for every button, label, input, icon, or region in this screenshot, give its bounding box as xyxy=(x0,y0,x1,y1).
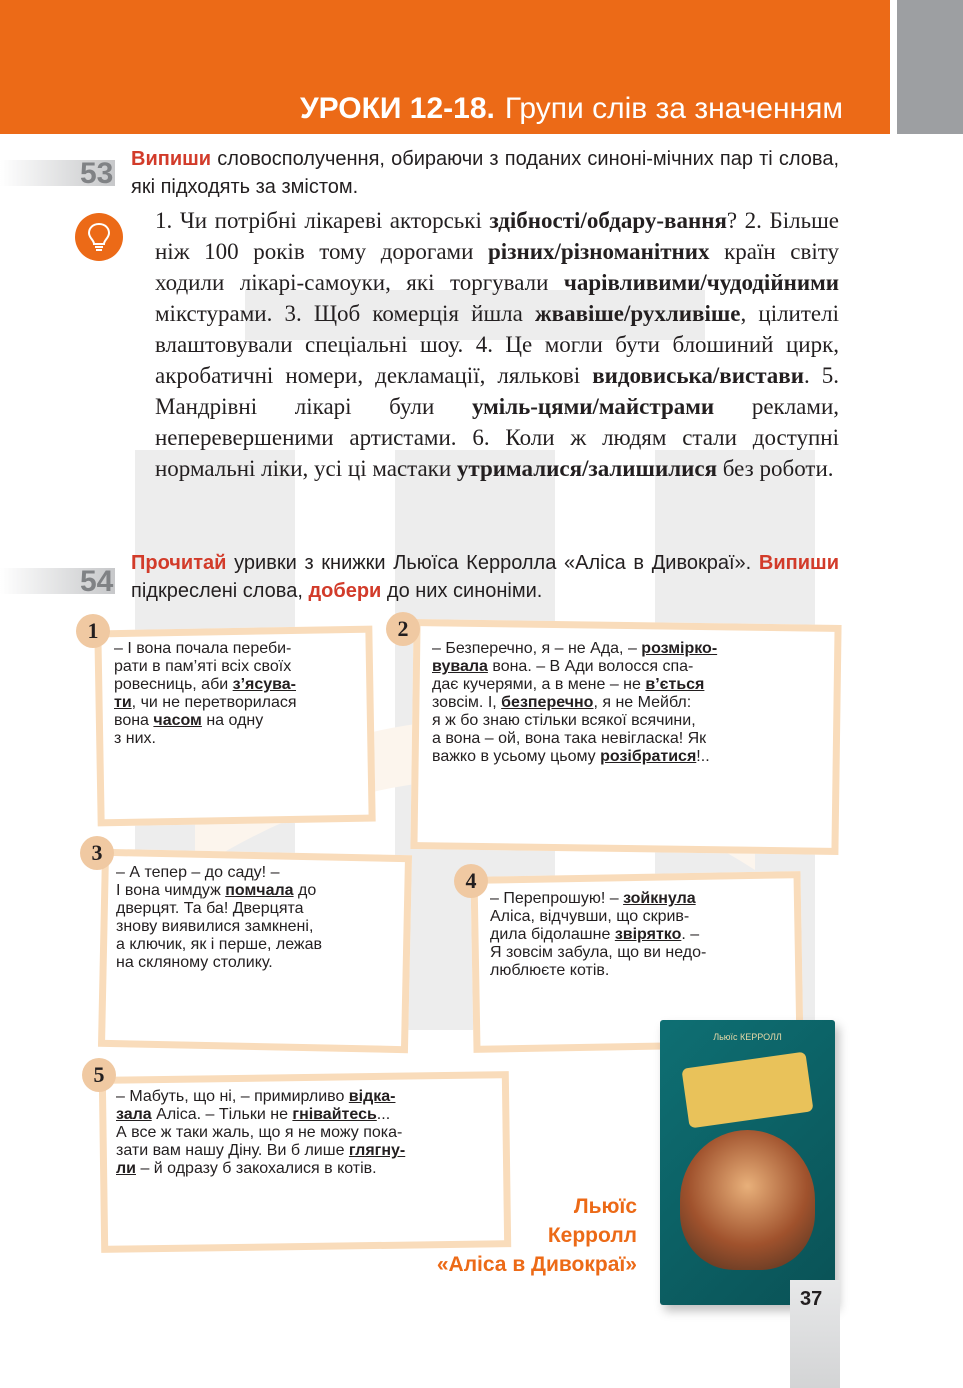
quote-line xyxy=(114,640,297,658)
quote-line xyxy=(116,1160,405,1178)
quote-line xyxy=(116,936,322,954)
text-run: а ключик, як і перше, лежав xyxy=(116,936,323,953)
quote-line xyxy=(114,730,297,748)
quote-line xyxy=(116,1142,405,1160)
text-run: – І вона почала переби- xyxy=(114,640,292,657)
highlighted-word: глягну- xyxy=(348,1142,406,1159)
highlighted-word: зойкнула xyxy=(623,890,696,907)
highlighted-word: утрималися/залишилися xyxy=(456,456,718,481)
text-run: Я зовсім забула, що ви недо- xyxy=(490,944,707,961)
text-run: Аліса, відчувши, що скрив- xyxy=(490,908,690,925)
exercise-54-instruction xyxy=(131,549,839,605)
quote-badge-4: 4 xyxy=(454,864,488,898)
highlighted-word: чарівливими/чудодійними xyxy=(563,270,839,295)
quote-line xyxy=(116,864,322,882)
text-run: – Мабуть, що ні, – примирливо xyxy=(116,1088,349,1105)
highlighted-word: здібності/обдару-вання xyxy=(489,208,727,233)
highlighted-word: розібратися xyxy=(600,748,697,765)
quote-line xyxy=(490,908,706,926)
text-run: рати в пам’яті всіх своїх xyxy=(114,658,292,675)
text-run: ровесниць, аби xyxy=(114,676,233,693)
text-run: І вона чимдуж xyxy=(116,882,226,899)
quote-line xyxy=(432,712,717,730)
text-run: реклами, неперевершеними артистами. 6. Коли ж людям стали доступні нормальні ліки, усі ці мастаки xyxy=(155,394,840,481)
quote-2-text xyxy=(432,640,717,766)
highlighted-word: відка- xyxy=(348,1088,396,1105)
highlighted-word: гнівайтесь xyxy=(292,1106,377,1123)
instruction-verb: Прочитай xyxy=(131,552,227,574)
book-cover-title-plate xyxy=(681,1052,813,1129)
caption-book-title: «Аліса в Дивокраї» xyxy=(436,1253,637,1276)
text-run: А все ж таки жаль, що я не можу пока- xyxy=(116,1124,403,1141)
highlighted-word: звірятко xyxy=(614,926,682,943)
quote-line xyxy=(432,694,717,712)
text-run: 1. Чи потрібні лікареві акторські xyxy=(155,208,490,233)
text-run: ? 2. Більше ніж 100 років тому дорогами xyxy=(155,208,839,264)
instruction-verb: добери xyxy=(308,580,382,602)
highlighted-word: з’ясува- xyxy=(232,676,297,693)
quote-badge-2: 2 xyxy=(386,612,420,646)
highlighted-word: помчала xyxy=(225,882,294,899)
caption-author-first: Льюїс xyxy=(573,1195,637,1218)
page-number: 37 xyxy=(800,1288,823,1310)
text-run: з них. xyxy=(114,730,156,747)
text-run: – А тепер – до саду! – xyxy=(116,864,280,881)
quote-line xyxy=(432,640,717,658)
book-cover-image xyxy=(660,1020,835,1305)
text-run: Аліса. – Тільки не xyxy=(151,1106,293,1123)
text-run: , цілителі влаштовували спеціальні шоу. 4. Це могли бути блошиний цирк, акробатичні номери, декламації, лялькові xyxy=(155,301,839,388)
lesson-title: Групи слів за значенням xyxy=(504,92,843,125)
highlighted-word: розмірко- xyxy=(641,640,718,657)
text-run: !.. xyxy=(696,748,710,765)
quote-line xyxy=(116,882,322,900)
text-run: мікстурами. 3. Щоб комерція йшла xyxy=(155,301,535,326)
text-run: на одну xyxy=(201,712,264,729)
instruction-verb: Випиши xyxy=(131,148,212,170)
text-run: до них синоніми. xyxy=(381,580,543,602)
text-run: на скляному столику. xyxy=(116,954,273,971)
exercise-54-number: 54 xyxy=(80,565,114,598)
text-run: – й одразу б закохалися в котів. xyxy=(136,1160,377,1177)
quote-line xyxy=(490,944,706,962)
quote-4-text xyxy=(490,890,706,980)
highlighted-word: ти xyxy=(114,694,132,711)
quote-line xyxy=(114,712,297,730)
quote-1-text xyxy=(114,640,297,748)
book-caption xyxy=(437,1192,637,1279)
text-run: – Безперечно, я – не Ада, – xyxy=(432,640,642,657)
highlighted-word: часом xyxy=(153,712,202,729)
text-run: дила бідолашне xyxy=(490,926,615,943)
quote-line xyxy=(490,890,706,908)
text-run: я ж бо знаю стільки всякої всячини, xyxy=(432,712,696,729)
quote-line xyxy=(432,748,717,766)
quote-line xyxy=(116,918,322,936)
text-run: зовсім. І, xyxy=(432,694,502,711)
caption-author-last: Керролл xyxy=(547,1224,637,1247)
text-run: вона. – В Ади волосся спа- xyxy=(487,658,694,675)
quote-line xyxy=(432,676,717,694)
highlighted-word: безперечно xyxy=(501,694,594,711)
text-run: підкреслені слова, xyxy=(131,580,309,602)
exercise-53-number: 53 xyxy=(80,157,114,190)
chapter-title xyxy=(300,92,843,126)
quote-line xyxy=(490,926,706,944)
header-gray-tab xyxy=(897,0,963,134)
highlighted-word: в’ється xyxy=(645,676,705,693)
text-run: ... xyxy=(376,1106,391,1123)
text-run: . – xyxy=(681,926,700,943)
quote-badge-3: 3 xyxy=(80,836,114,870)
quote-line xyxy=(116,1088,405,1106)
quote-line xyxy=(432,658,717,676)
lesson-label: УРОКИ 12-18. xyxy=(299,92,495,125)
exercise-53-instruction xyxy=(131,145,839,201)
quote-line xyxy=(116,1106,405,1124)
quote-line xyxy=(490,962,706,980)
book-cover-author: Льюїс КЕРРОЛЛ xyxy=(713,1032,782,1042)
quote-line xyxy=(116,954,322,972)
text-run: . 5. Мандрівні лікарі були xyxy=(155,363,840,419)
quote-badge-5: 5 xyxy=(82,1058,116,1092)
text-run: , я не Мейбл: xyxy=(593,694,692,711)
highlighted-word: ли xyxy=(116,1160,136,1177)
highlighted-word: різних/різноманітних xyxy=(488,239,710,264)
quote-line xyxy=(116,900,322,918)
highlighted-word: вувала xyxy=(432,658,488,675)
text-run: до xyxy=(293,882,317,899)
highlighted-word: зала xyxy=(116,1106,152,1123)
text-run: а вона – ой, вона така невігласка! Як xyxy=(432,730,707,747)
highlighted-word: жвавіше/рухливіше xyxy=(534,301,741,326)
quote-line xyxy=(114,658,297,676)
text-run: люблюєте котів. xyxy=(490,962,610,979)
quote-line xyxy=(114,676,297,694)
text-run: уривки з книжки Льюїса Керролла «Аліса в Дивокраї». xyxy=(226,552,759,574)
quote-5-text xyxy=(116,1088,405,1178)
text-run: вона xyxy=(114,712,154,729)
quote-badge-1: 1 xyxy=(76,614,110,648)
quote-line xyxy=(116,1124,405,1142)
quote-3-text xyxy=(116,864,322,972)
instruction-verb: Випиши xyxy=(758,552,839,574)
text-run: зати вам нашу Діну. Ви б лише xyxy=(116,1142,349,1159)
text-run: дає кучерями, а в мене – не xyxy=(432,676,646,693)
text-run: країн світу ходили лікарі-самоуки, які торгували xyxy=(155,239,839,295)
text-run: важко в усьому цьому xyxy=(432,748,601,765)
quote-line xyxy=(432,730,717,748)
highlighted-word: видовиська/вистави xyxy=(592,363,804,388)
text-run: без роботи. xyxy=(717,456,834,481)
exercise-53-text xyxy=(155,205,839,484)
text-run: – Перепрошую! – xyxy=(490,890,624,907)
text-run: знову виявилися замкнені, xyxy=(116,918,314,935)
book-cover-illustration xyxy=(680,1130,815,1270)
highlighted-word: уміль-цями/майстрами xyxy=(471,394,715,419)
quote-line xyxy=(114,694,297,712)
text-run: , чи не перетворилася xyxy=(131,694,297,711)
text-run: дверцят. Та ба! Дверцята xyxy=(116,900,304,917)
lightbulb-icon xyxy=(75,213,123,261)
text-run: словосполучення, обираючи з поданих синоні-мічних пар ті слова, які підходять за змістом. xyxy=(131,148,839,198)
